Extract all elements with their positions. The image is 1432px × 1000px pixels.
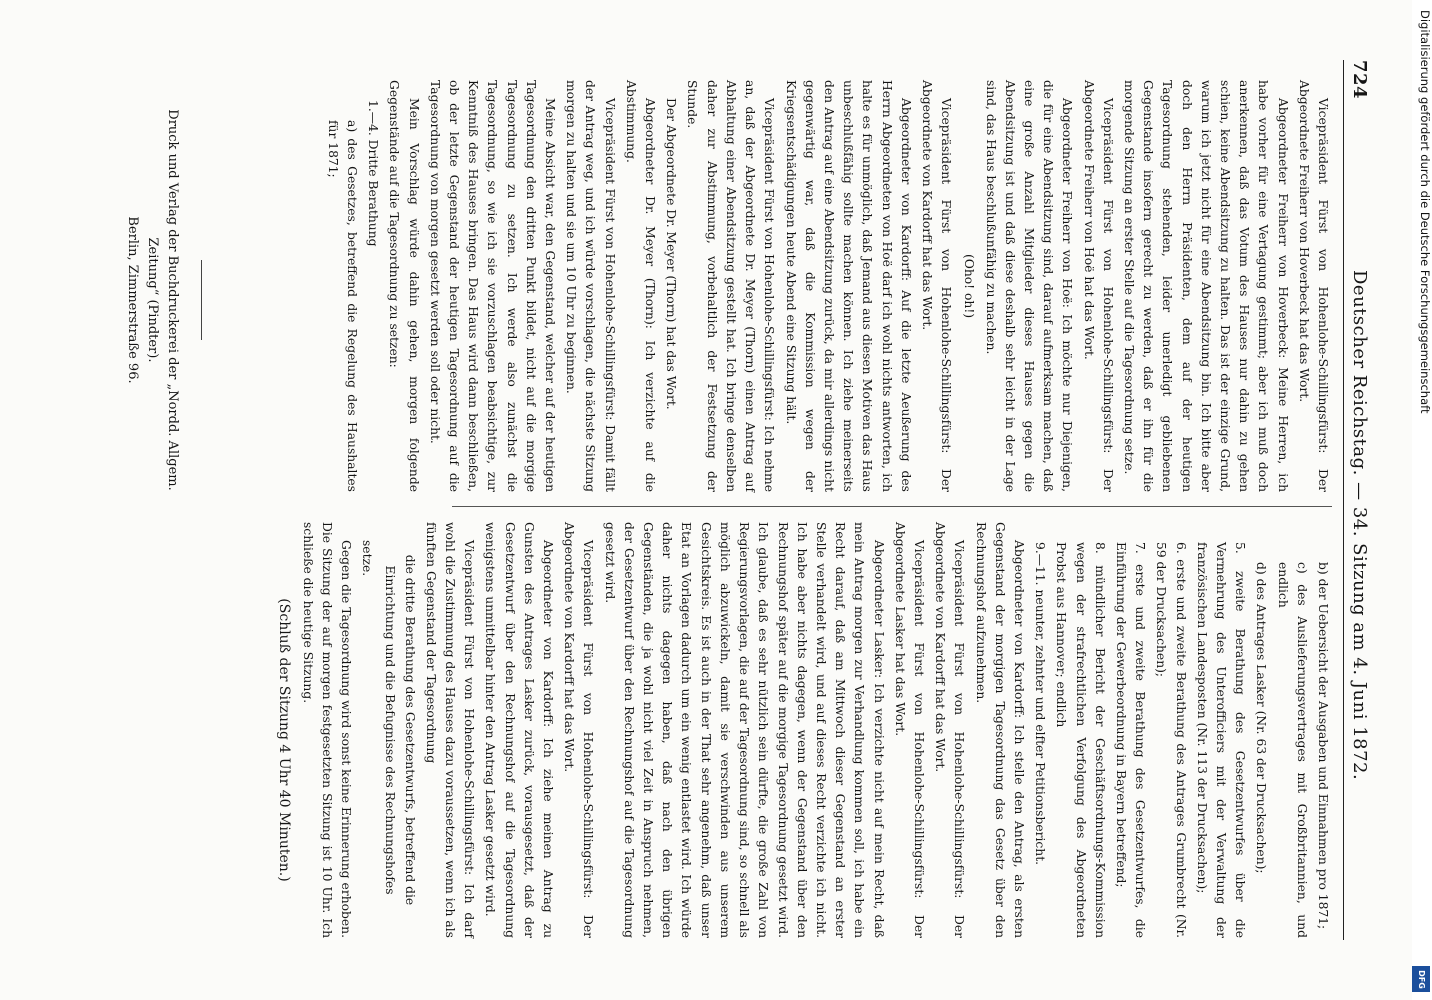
paragraph: Abgeordneter Dr. Meyer (Thorn): Ich verzichte auf die Abstimmung. xyxy=(623,80,658,492)
paragraph: Vicepräsident Fürst von Hohenlohe-Schillingsfürst: Damit fällt der Antrag weg, und ich würde vorschlagen, die nächste Sitzung morgen zu halten und sie um 10 Uhr zu beginnen. xyxy=(564,80,617,492)
dfg-logo-icon xyxy=(1412,966,1430,992)
agenda-item: b) der Uebersicht der Ausgaben und Einnahmen pro 1871; xyxy=(1316,562,1330,930)
indented-text: die dritte Berathung des Gesetzentwurfs, betreffend die Einrichtung und die Befugnisse des Rechnungshofes xyxy=(383,554,417,906)
column-divider xyxy=(452,506,1332,507)
paragraph: Vicepräsident Fürst von Hohenlohe-Schillingsfürst: Der Abgeordnete von Kardorff hat das Wort. xyxy=(919,80,954,492)
agenda-item: a) des Gesetzes, betreffend die Regelung des Haushaltes für 1871; xyxy=(325,120,360,492)
agenda-item: 7. erste und zweite Berathung des Gesetzentwurfes, die Einführung der Gewerbeordnung in Bayern betreffend; xyxy=(1113,542,1148,938)
paragraph: Vicepräsident Fürst von Hohenlohe-Schillingsfürst: Der Abgeordnete Freiherr von Hoë hat das Wort. xyxy=(1081,80,1115,492)
paragraph: Gegen die Tagesordnung wird sonst keine Erinnerung erhoben. Die Sitzung der auf morgen festgesetzten Sitzung ist 10 Uhr. Ich schließe die heutige Sitzung. xyxy=(300,522,354,938)
agenda-item: 8. mündlicher Bericht der Geschäftsordnungs-Kommission wegen der strafrechtlichen Verfolgung des Abgeordneten Probst aus Hannover; endlich xyxy=(1054,542,1107,938)
paragraph: Vicepräsident Fürst von Hohenlohe-Schillingsfürst: Der Abgeordnete von Kardorff hat das Wort. xyxy=(562,522,596,938)
paragraph: Abgeordneter von Kardorff: Ich ziehe meinen Antrag zu Gunsten des Antrages Lasker zurück, vorausgesetzt, daß der Gesetzentwurf über den Rechnungshof auf die Tagesordnung wenigstens unmittelbar hinter den Antrag Lasker gesetzt wird. xyxy=(483,522,556,938)
paragraph: Vicepräsident Fürst von Hohenlohe-Schillingsfürst: Ich darf wohl die Zustimmung des Hauses dazu voraussetzen, wenn ich als fünften Gegenstand der Tagesordnung xyxy=(423,522,477,938)
paragraph: Meine Absicht war, den Gegenstand, welcher auf der heutigen Tagesordnung den dritten Punkt bildet, nicht auf die morgige Tagesordnung zu setzen. Ich werde also zunächst die Tagesordnung, so wie ich sie vorzuschlagen beabsichtige, zur Kenntniß des Hauses bringen. Das Haus wird dann beschließen, ob der letzte Gegenstand der heutigen Tagesordnung auf die Tagesordnung von morgen gesetzt werden soll oder nicht. xyxy=(427,80,558,492)
agenda-item: 9.—11. neunter, zehnter und elfter Petitionsbericht. xyxy=(1033,542,1048,866)
right-column xyxy=(295,522,1332,938)
digitization-banner: Digitalisierung gefördert durch die Deutsche Forschungsgemeinschaft xyxy=(1418,10,1432,414)
paragraph: Mein Vorschlag würde dahin gehen, morgen folgende Gegenstände auf die Tagesordnung zu setzen: xyxy=(387,80,421,492)
paragraph: Abgeordneter von Kardorff: Auf die letzte Aeußerung des Herrn Abgeordneten von Hoë darf ich wohl nichts antworten, ich halte es für unmöglich, daß Jemand aus diesen Motiven das Haus unbeschlußfähig sollte machen können. Ich ziehe meinerseits den Antrag auf eine Abendsitzung zurück, da mir allerdings nicht gegenwärtig war, daß die Kommission wegen der Kriegsentschädigungen heute Abend eine Sitzung hält. xyxy=(783,80,913,492)
paragraph: Vicepräsident Fürst von Hohenlohe-Schillingsfürst: Der Abgeordnete von Kardorff hat das Wort. xyxy=(933,522,967,938)
agenda-item: d) des Antrages Lasker (Nr. 63 der Drucksachen); xyxy=(1254,562,1269,874)
paragraph: Abgeordneter Freiherr von Hoverbeck: Meine Herren, ich habe vorher für eine Vertagung gestimmt; aber ich muß doch anerkennen, daß das Votum des Hauses nur dahin zu gehen schien, keine Abendsitzung zu halten. Das ist der einzige Grund, warum ich jetzt nicht für eine Abendsitzung bin. Ich bitte aber doch den Herrn Präsidenten, dem auf der heutigen Tagesordnung stehenden, leider unerledigt gebliebenen Gegenstande insofern gerecht zu werden, daß er ihn für die morgende Sitzung an erster Stelle auf die Tagesordnung setze. xyxy=(1121,80,1290,492)
imprint-line: Druck und Verlag der Buchdruckerei der „Nordd. Allgem. Zeitung“ (Pindter). xyxy=(145,109,180,491)
paragraph: Vicepräsident Fürst von Hohenlohe-Schillingsfürst: Ich nehme an, daß der Abgeordnete Dr. Meyer (Thorn) einen Antrag auf Abhaltung einer Abendsitzung gestellt hat. Ich bringe denselben daher zur Abstimmung, vorbehaltlich der Festsetzung der Stunde. xyxy=(685,80,777,492)
paragraph: Vicepräsident Fürst von Hohenlohe-Schillingsfürst: Der Abgeordnete Freiherr von Hoverbeck hat das Wort. xyxy=(1296,80,1330,492)
page-title: Deutscher Reichstag. — 34. Sitzung am 4. Juni 1872. xyxy=(1349,270,1370,781)
agenda-item: 5. zweite Berathung des Gesetzentwurfes über die Vermehrung des Unterofficiers mit der Verwaltung der französischen Landesposten (Nr. 113 der Drucksachen); xyxy=(1194,542,1248,938)
agenda-item: c) des Auslieferungsvertrages mit Großbritannien, und endlich xyxy=(1275,562,1309,938)
paragraph: Abgeordneter Freiherr von Hoë: Ich möchte nur Diejenigen, die für eine Abendsitzung sind, darauf aufmerksam machen, daß eine große Anzahl Mitglieder dieses Hauses gegen die Abendsitzung ist und daß diese deshalb sehr leicht in der Lage sind, das Haus beschlußunfähig zu machen. xyxy=(983,80,1075,492)
imprint-line: Berlin, Zimmerstraße 96. xyxy=(125,216,140,384)
paragraph: Vicepräsident Fürst von Hohenlohe-Schillingsfürst: Der Abgeordnete Lasker hat das Wort. xyxy=(892,522,926,938)
imprint xyxy=(122,80,182,520)
session-end-note: (Schluß der Sitzung 4 Uhr 40 Minuten.) xyxy=(276,598,292,882)
left-column xyxy=(321,80,1332,492)
logo-label: DFG xyxy=(1416,969,1426,989)
paragraph: setze. xyxy=(360,540,375,577)
agenda-item: 1.—4. Dritte Berathung xyxy=(366,100,381,247)
paragraph: Der Abgeordnete Dr. Meyer (Thorn) hat das Wort. xyxy=(664,98,679,410)
agenda-item: 6. erste und zweite Berathung des Antrages Grumbrecht (Nr. 59 der Drucksachen); xyxy=(1154,542,1188,938)
paragraph: Abgeordneter von Kardorff: Ich stelle den Antrag, als ersten Gegenstand der morgigen Tagesordnung das Gesetz über den Rechnungshof aufzunehmen. xyxy=(973,522,1026,938)
page-number: 724 xyxy=(1349,60,1370,100)
interjection: (Oho! oh!) xyxy=(962,253,977,319)
running-head xyxy=(1343,60,1370,940)
separator-rule xyxy=(201,260,202,340)
paragraph: Abgeordneter Lasker: Ich verzichte nicht auf mein Recht, daß mein Antrag morgen zur Verhandlung kommen soll, ich habe ein Recht darauf, daß am Mittwoch dieser Gegenstand an erster Stelle verhandelt wird, und auf dieses Recht verzichte ich nicht. Ich habe aber nichts dagegen, wenn der Gegenstand über den Rechnungshof später auf die morgige Tagesordnung gesetzt wird. Ich glaube, daß es sehr nützlich sein dürfte, die große Zahl von Regierungsvorlagen, die auf der Tagesordnung sind, so schnell als möglich abzuwickeln, damit sie verschwinden aus unserem Gesichtskreis. Es ist auch in der That sehr angenehm, daß unser Etat an Vorlagen dadurch um ein wenig entlastet wird. Ich würde daher nichts dagegen haben, daß nach den übrigen Gegenständen, die ja wohl nicht viel Zeit in Anspruch nehmen, der Gesetzentwurf über den Rechnungshof auf die Tagesordnung gesetzt wird. xyxy=(602,522,886,938)
